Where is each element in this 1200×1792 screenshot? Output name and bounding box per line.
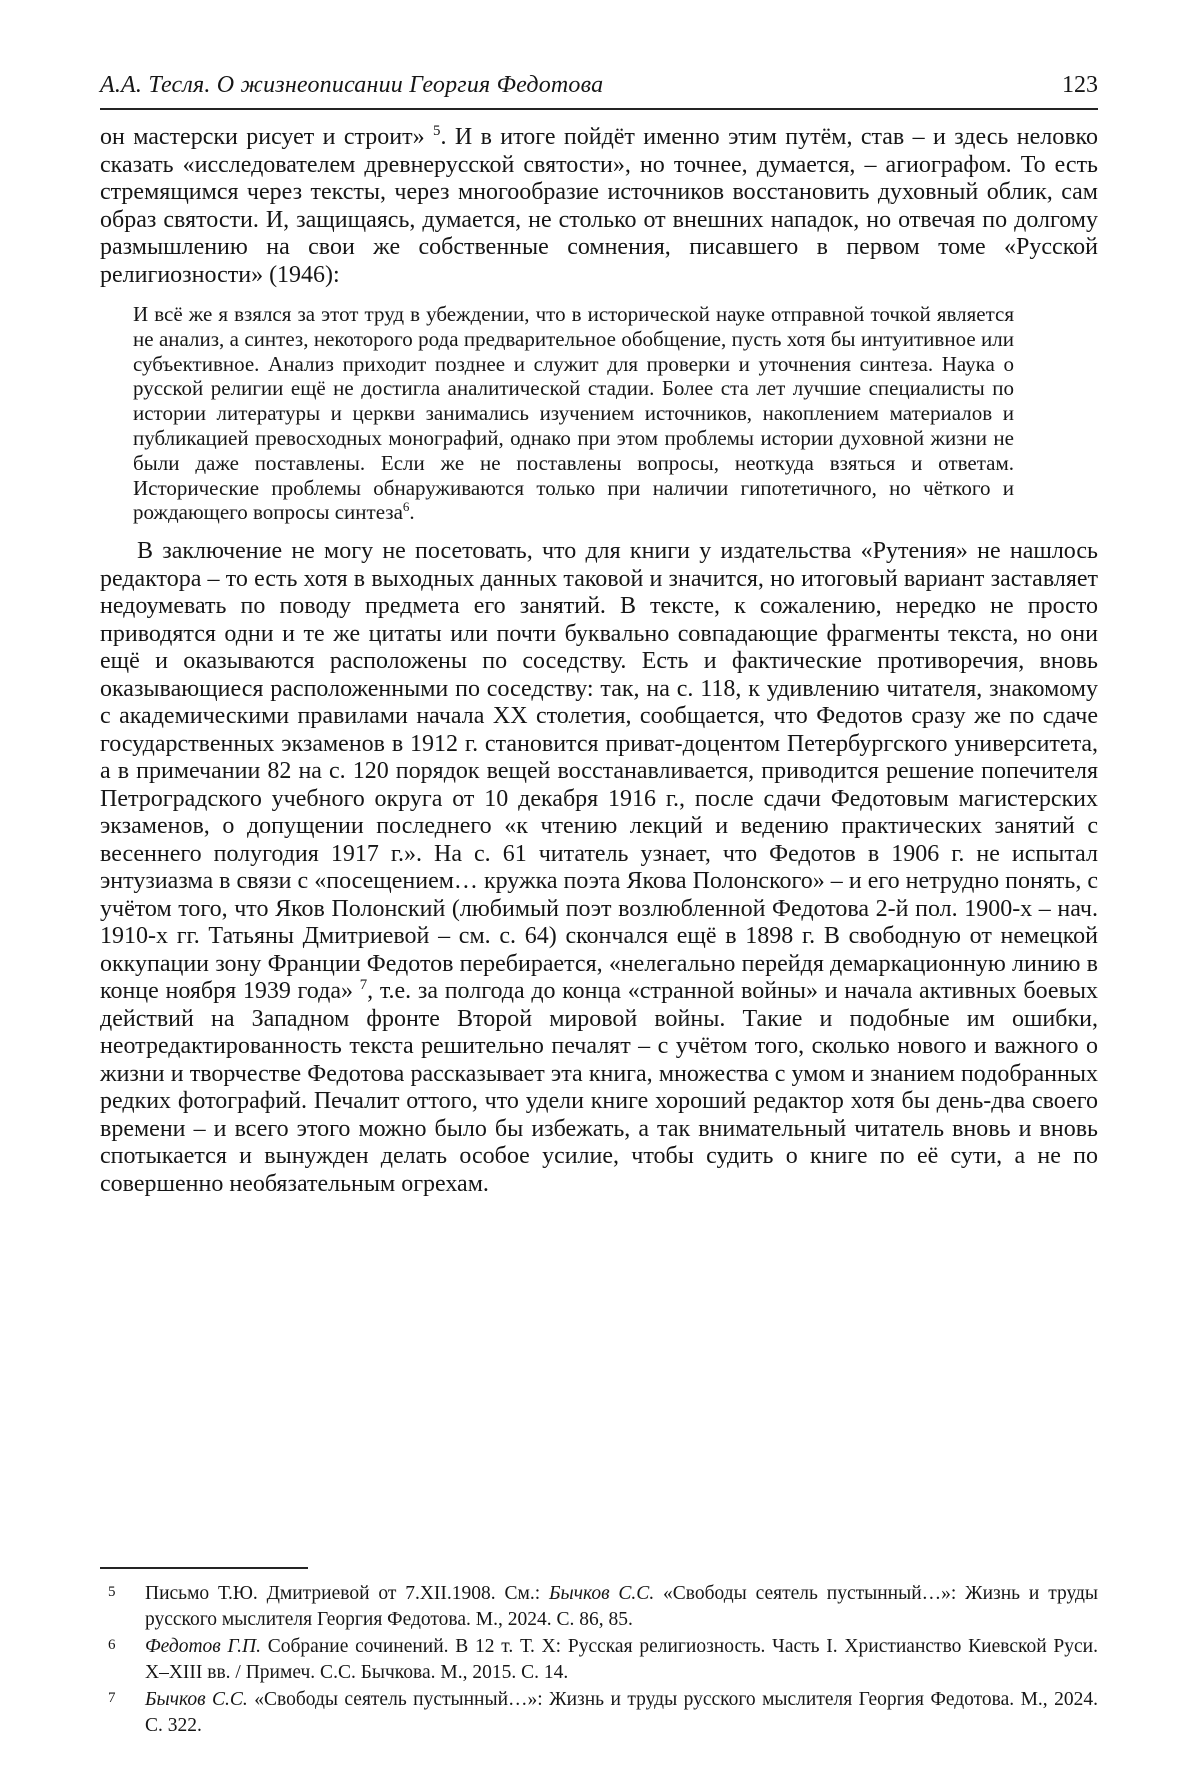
footnote-text	[145, 1636, 1098, 1683]
footnote-author: Бычков С.С.	[548, 1583, 655, 1604]
footnote-text	[145, 1689, 1098, 1736]
running-header	[100, 72, 1098, 110]
blockquote-citation	[133, 302, 1014, 525]
paragraph-text: . И в итоге пойдёт именно этим путём, став – и здесь неловко сказать «исследователем древнерусской святости», но точнее, думается, – агиографом. То есть стремящимся через тексты, через многообразие источников восстановить духовный облик, сам образ святости. И, защищаясь, думается, не столько от внешних нападок, но отвечая по долгому размышлению на свои же собственные сомнения, писавшего в первом томе «Русской религиозности» (1946):	[100, 124, 1098, 288]
footnote-separator	[100, 1567, 308, 1569]
footnote-ref-5: 5	[433, 123, 441, 139]
footnote-text-segment: Собрание сочинений. В 12 т. Т. X: Русская религиозность. Часть I. Христианство Киевской Руси. X–XIII вв. / Примеч. С.С. Бычкова. М., 2015. С. 14.	[145, 1636, 1098, 1683]
footnote-text	[145, 1583, 1098, 1630]
paragraph-text: он мастерски рисует и строит»	[100, 124, 434, 150]
article-body	[100, 124, 1098, 1198]
footnote-ref-7: 7	[359, 977, 368, 994]
paragraph-conclusion	[100, 538, 1098, 1198]
footnote-number: 6	[108, 1637, 116, 1653]
footnote-ref-6: 6	[402, 499, 410, 515]
paragraph-text: , т.е. за полгода до конца «странной войны» и начала активных боевых действий на Западном фронте Второй мировой войны. Такие и подобные им ошибки, неотредактированность текста решительно печалят – с учётом того, сколько нового и важного о жизни и творчестве Федотова рассказывает эта книга, множества с умом и знанием подобранных редких фотографий. Печалит оттого, что удели книге хороший редактор хотя бы день-два своего времени – и всего этого можно было бы избежать, а так внимательный читатель вновь и вновь спотыкается и вынужден делать особое усилие, чтобы судить о книге по её сути, а не по совершенно необязательным огрехам.	[100, 978, 1099, 1197]
footnote	[100, 1634, 1098, 1685]
footnote	[100, 1581, 1098, 1632]
running-title: А.А. Тесля. О жизнеописании Георгия Федотова	[100, 72, 604, 98]
footnote-author: Бычков С.С.	[145, 1689, 248, 1710]
blockquote-text: И всё же я взялся за этот труд в убеждении, что в исторической науке отправной точкой является не анализ, а синтез, некоторого рода предварительное обобщение, пусть хотя бы интуитивное или субъективное. Анализ приходит позднее и служит для проверки и уточнения синтеза. Наука о русской религии ещё не достигла аналитической стадии. Более ста лет лучшие специалисты по истории литературы и церкви занимались изучением источников, накоплением материалов и публикацией превосходных монографий, однако при этом проблемы истории духовной жизни не были даже поставлены. Если же не поставлены вопросы, неоткуда взяться и ответам. Исторические проблемы обнаруживаются только при наличии гипотетичного, но чёткого и рождающего вопросы синтеза	[133, 302, 1014, 525]
footnote-author: Федотов Г.П.	[145, 1636, 261, 1657]
blockquote-text: .	[409, 500, 415, 525]
paragraph-continuation	[100, 124, 1098, 289]
whitespace-spacer	[100, 1198, 1098, 1567]
page-number: 123	[1062, 72, 1098, 98]
footnote-text-segment: «Свободы сеятель пустынный…»: Жизнь и труды русского мыслителя Георгия Федотова. М., 2024. С. 86, 85.	[145, 1583, 1098, 1630]
footnote-text-segment: Письмо Т.Ю. Дмитриевой от 7.XII.1908. См.:	[145, 1583, 549, 1604]
paragraph-text: В заключение не могу не посетовать, что для книги у издательства «Рутения» не нашлось редактора – то есть хотя в выходных данных таковой и значится, но итоговый вариант заставляет недоумевать по поводу предмета его занятий. В тексте, к сожалению, нередко не просто приводятся одни и те же цитаты или почти буквально совпадающие фрагменты текста, но они ещё и оказываются расположены по соседству. Есть и фактические противоречия, вновь оказывающиеся расположенными по соседству: так, на с. 118, к удивлению читателя, знакомому с академическими правилами начала XX столетия, сообщается, что Федотов сразу же по сдаче государственных экзаменов в 1912 г. становится приват-доцентом Петербургского университета, а в примечании 82 на с. 120 порядок вещей восстанавливается, приводится решение попечителя Петроградского учебного округа от 10 декабря 1916 г., после сдачи Федотовым магистерских экзаменов, о допущении последнего «к чтению лекций и ведению практических занятий с весеннего полугодия 1917 г.». На с. 61 читатель узнает, что Федотов в 1906 г. не испытал энтузиазма в связи с «посещением… кружка поэта Якова Полонского» – и его нетрудно понять, с учётом того, что Яков Полонский (любимый поэт возлюбленной Федотова 2-й пол. 1900-х – нач. 1910-х гг. Татьяны Дмитриевой – см. с. 64) скончался ещё в 1898 г. В свободную от немецкой оккупации зону Франции Федотов перебирается, «нелегально перейдя демаркационную линию в конце ноября 1939 года»	[100, 538, 1098, 1005]
footnote	[100, 1687, 1098, 1738]
footnote-text-segment: «Свободы сеятель пустынный…»: Жизнь и труды русского мыслителя Георгия Федотова. М., 2024. С. 322.	[145, 1689, 1098, 1736]
footnote-number: 7	[108, 1690, 116, 1706]
footnote-number: 5	[108, 1584, 116, 1600]
footnotes-section	[100, 1567, 1098, 1740]
